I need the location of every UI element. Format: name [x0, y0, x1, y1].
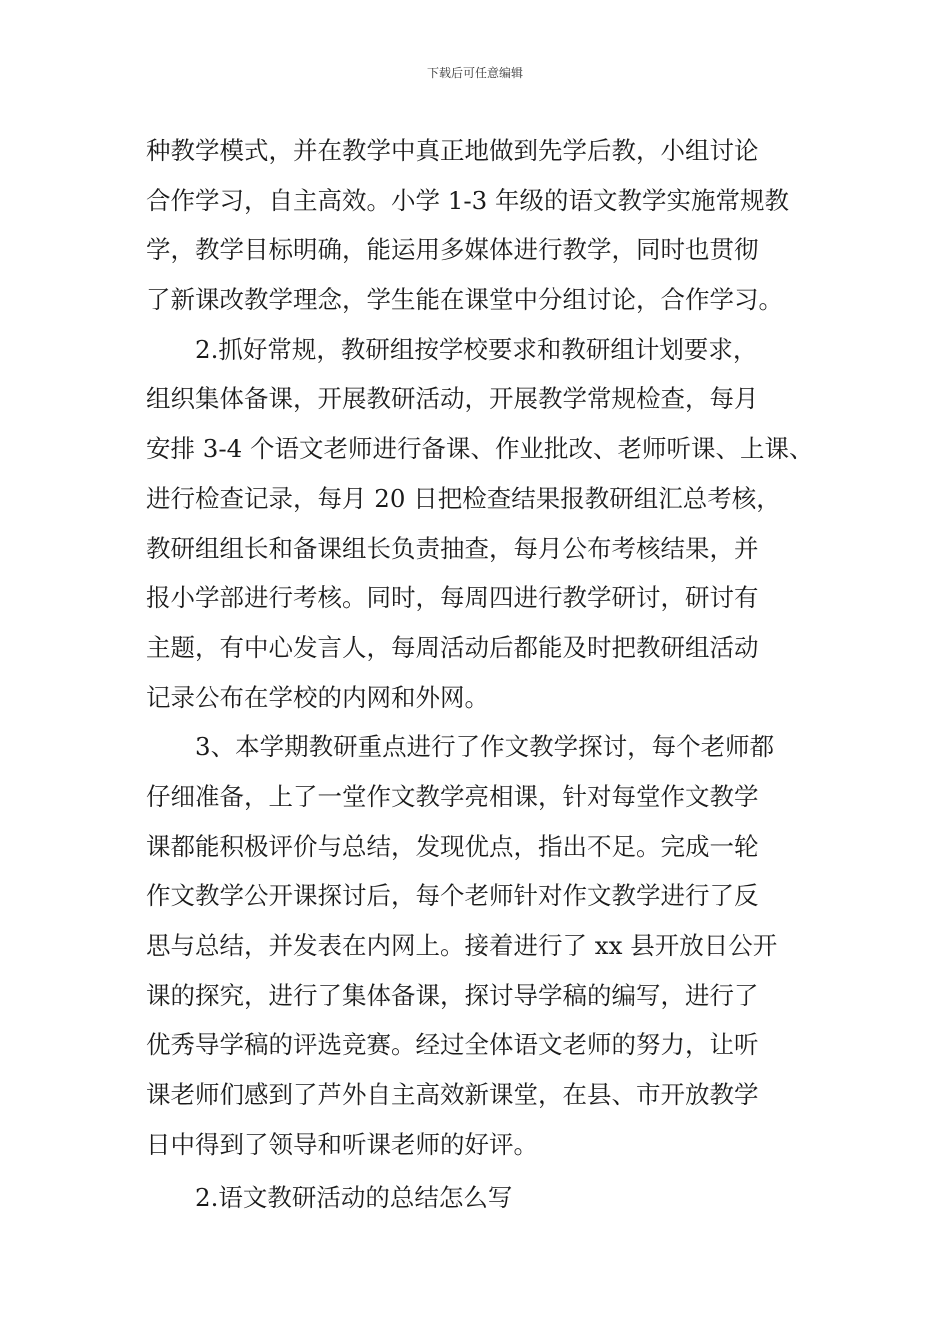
paragraph-3: [146, 722, 836, 1169]
section-heading: 2.语文教研活动的总结怎么写: [195, 1183, 513, 1213]
document-body: [146, 126, 836, 1223]
page-header: 下载后可任意编辑: [426, 66, 523, 80]
text-line: 种教学模式，并在教学中真正地做到先学后教，小组讨论: [146, 136, 759, 165]
text-line: 2.抓好常规，教研组按学校要求和教研组计划要求，: [195, 334, 758, 364]
text-line: 进行检查记录，每月 20 日把检查结果报教研组汇总考核，: [146, 483, 781, 513]
text-line: 课都能积极评价与总结，发现优点，指出不足。完成一轮: [146, 831, 759, 861]
text-line: 日中得到了领导和听课老师的好评。: [146, 1129, 538, 1159]
text-line: 仔细准备，上了一堂作文教学亮相课，针对每堂作文教学: [146, 781, 759, 811]
text-line: 合作学习，自主高效。小学 1-3 年级的语文教学实施常规教: [146, 185, 790, 215]
text-line: 作文教学公开课探讨后，每个老师针对作文教学进行了反: [146, 881, 759, 911]
text-line: 课的探究，进行了集体备课，探讨导学稿的编写，进行了: [146, 980, 759, 1010]
text-line: 安排 3-4 个语文老师进行备课、作业批改、老师听课、上课、: [146, 434, 814, 464]
text-line: 报小学部进行考核。同时，每周四进行教学研讨，研讨有: [146, 583, 759, 613]
text-line: 记录公布在学校的内网和外网。: [146, 682, 489, 712]
text-line: 教研组组长和备课组长负责抽查，每月公布考核结果，并: [146, 533, 759, 563]
text-line: 学，教学目标明确，能运用多媒体进行教学，同时也贯彻: [146, 235, 759, 265]
text-line: 组织集体备课，开展教研活动，开展教学常规检查，每月: [146, 384, 759, 414]
paragraph-4-heading: [146, 1173, 836, 1223]
paragraph-2: [146, 325, 836, 723]
text-line: 课老师们感到了芦外自主高效新课堂，在县、市开放教学: [146, 1080, 759, 1110]
text-line: 主题，有中心发言人，每周活动后都能及时把教研组活动: [146, 632, 759, 662]
text-line: 思与总结，并发表在内网上。接着进行了 xx 县开放日公开: [146, 931, 778, 960]
text-line: 优秀导学稿的评选竞赛。经过全体语文老师的努力，让听: [146, 1030, 759, 1060]
text-line: 3、本学期教研重点进行了作文教学探讨，每个老师都: [195, 732, 775, 762]
text-line: 了新课改教学理念，学生能在课堂中分组讨论，合作学习。: [146, 285, 783, 315]
paragraph-1: [146, 126, 836, 325]
